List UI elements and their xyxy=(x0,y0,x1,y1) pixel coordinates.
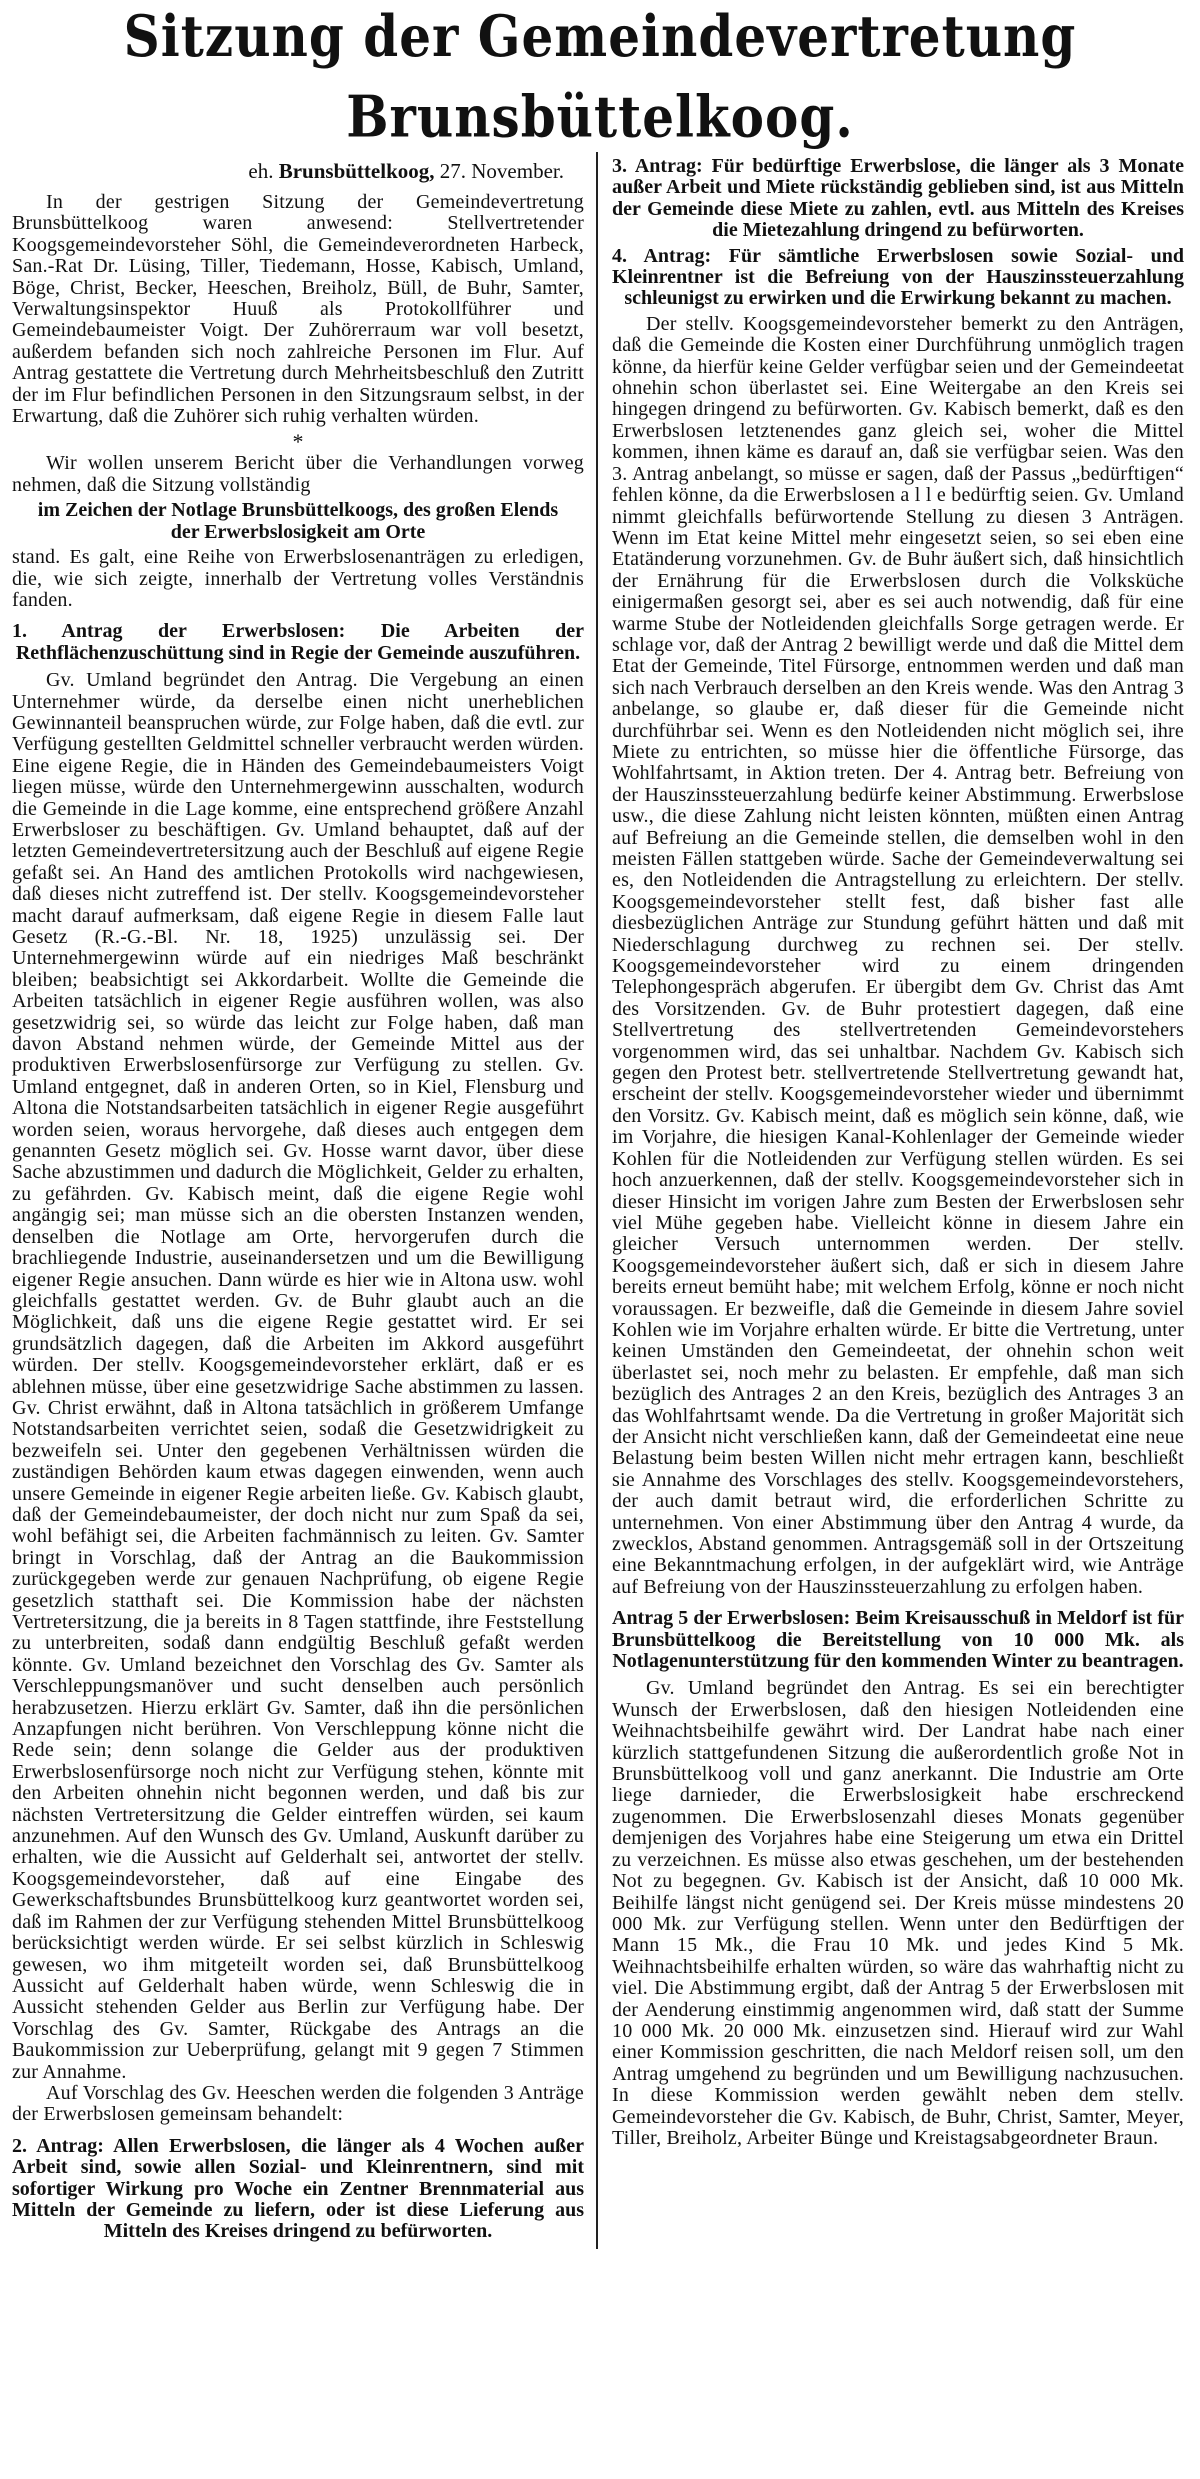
section-separator: * xyxy=(292,429,304,455)
highlighted-statement: im Zeichen der Notlage Brunsbüttelkoogs, des großen Elends der Erwerbslosigkeit am Orte xyxy=(37,499,559,543)
article-columns xyxy=(0,152,1200,2249)
motion-5-heading: Antrag 5 der Erwerbslosen: Beim Kreisausschuß in Meldorf ist für Brunsbüttelkoog die Bereitstellung von 10 000 Mk. als Notlagenunterstützung für den kommenden Winter zu beantragen. xyxy=(612,1607,1184,1673)
joint-motions-intro: Auf Vorschlag des Gv. Heeschen werden die folgenden 3 Anträge der Erwerbslosen gemeinsam behandelt: xyxy=(12,2081,584,2126)
motion-1-heading: 1. Antrag der Erwerbslosen: Die Arbeiten der Rethflächenzuschüttung sind in Regie der Gemeinde auszuführen. xyxy=(12,620,584,664)
left-column xyxy=(12,152,598,2249)
motions-2-4-debate: Der stellv. Koogsgemeindevorsteher bemerkt zu den Anträgen, daß die Gemeinde die Kosten einer Durchführung unmöglich tragen könne, da hierfür keine Gelder verfügbar seien und der Gemeindeetat ohnehin schon überlastet sei. Eine Weitergabe an den Kreis sei hingegen dringend zu befürworten. Gv. Kabisch bemerkt, daß es den Erwerbslosen letztenendes ganz gleich sei, woher die Mittel kommen, ihnen käme es darauf an, daß sie verfügbar seien. Was den 3. Antrag anbelangt, so müsse er sagen, daß der Passus „bedürftigen“ fehlen könne, da die Erwerbslosen a l l e bedürftig seien. Gv. Umland nimmt gleichfalls befürwortende Stellung zu diesen 3 Anträgen. Wenn im Etat keine Mittel mehr eingesetzt seien, so sei eben eine Etatänderung vorzunehmen. Gv. de Buhr äußert sich, daß hinsichtlich der Ernährung für die Erwerbslosen durch die Volksküche einigermaßen gesorgt sei, aber es sei auch notwendig, daß für eine warme Stube der Notleidenden gleichfalls Sorge getragen werde. Er schlage vor, daß der Antrag 2 bewilligt werde und daß die Mittel dem Etat der Gemeinde, Titel Fürsorge, entnommen werden und daß man sich nach Verbrauch derselben an den Kreis wende. Was den Antrag 3 anbelange, so glaube er, daß dieser für die Gemeinde nicht durchführbar sei. Wenn es den Notleidenden nicht möglich sei, ihre Miete zu entrichten, so müsse hier die öffentliche Fürsorge, das Wohlfahrtsamt, in Aktion treten. Der 4. Antrag betr. Befreiung von der Hauszinssteuerzahlung bedürfe keiner Abstimmung. Erwerbslose usw., die diese Zahlung nicht leisten könnten, müßten einen Antrag auf Befreiung an die Gemeinde stellen, die demselben wohl in den meisten Fällen stattgeben würde. Sache der Gemeindeverwaltung sei es, den Notleidenden die Antragstellung zu erleichtern. Der stellv. Koogsgemeindevorsteher stellt fest, daß bisher fast alle diesbezüglichen Anträge zur Stundung geführt hätten und daß mit Niederschlagung durchweg zu rechnen sei. Der stellv. Koogsgemeindevorsteher wird zu einem dringenden Telephongespräch abgerufen. Er übergibt dem Gv. Christ das Amt des Vorsitzenden. Gv. de Buhr protestiert dagegen, daß eine Stellvertretung des stellvertretenden Gemeindevorstehers vorgenommen wird, das sei unhaltbar. Nachdem Gv. Kabisch sich gegen den Protest betr. stellvertretende Stellvertretung gewandt hat, erscheint der stellv. Koogsgemeindevorsteher wieder und übernimmt den Vorsitz. Gv. Kabisch meint, daß es möglich sein könne, daß, wie im Vorjahre, die hiesigen Kanal-Kohlenlager der Gemeinde wieder Kohlen für die Notleidenden zur Verfügung stellen würden. Es sei hoch anzuerkennen, daß der stellv. Koogsgemeindevorsteher sich in dieser Hinsicht im vorigen Jahre zum Besten der Erwerbslosen sehr viel Mühe gegeben habe. Vielleicht könne in diesem Jahre ein gleicher Versuch unternommen werden. Der stellv. Koogsgemeindevorsteher äußert sich, daß er sich in diesem Jahre bereits erneut bemüht habe; mit welchem Erfolg, könne er noch nicht voraussagen. Er bezweifle, daß die Gemeinde in diesem Jahre soviel Kohlen wie im Vorjahre erhalten würde. Er bitte die Vertretung, unter keinen Umständen den Gemeindeetat, der ohnehin schon weit überlastet sei, noch mehr zu belasten. Er empfehle, daß man sich bezüglich des Antrages 2 an den Kreis, bezüglich des Antrages 3 an das Wohlfahrtsamt wende. Da die Vertretung in großer Majorität sich der Ansicht nicht verschließen kann, daß der Gemeindeetat eine neue Belastung beim besten Willen nicht mehr ertragen kann, beschließt sie Annahme des Vorschlages des stellv. Koogsgemeindevorstehers, der auch damit betraut wird, die erforderlichen Schritte zu unternehmen. Von einer Abstimmung über den Antrag 4 wurde, da zwecklos, Abstand genommen. Antragsgemäß soll in der Ortszeitung eine Bekanntmachung erfolgen, in der aufgeklärt wird, wie Anträge auf Befreiung von der Hauszinssteuerzahlung zu erfolgen haben. xyxy=(612,312,1184,1598)
attendance-paragraph: In der gestrigen Sitzung der Gemeindevertretung Brunsbüttelkoog waren anwesend: Stellvertretender Koogsgemeindevorsteher Söhl, die Gemeindeverordneten Harbeck, San.-Rat Dr. Lüsing, Tiller, Tiedemann, Hosse, Kabisch, Umland, Böge, Christ, Becker, Heeschen, Breiholz, Büll, de Buhr, Samter, Verwaltungsinspektor Huuß als Protokollführer und Gemeindebaumeister Voigt. Der Zuhörerraum war voll besetzt, außerdem befanden sich noch zahlreiche Personen im Flur. Auf Antrag gestattete die Vertretung durch Mehrheitsbeschluß den Zutritt der im Flur befindlichen Personen in den Sitzungsraum selbst, in der Erwartung, daß die Zuhörer sich ruhig verhalten würden. xyxy=(12,191,584,428)
motion-5-debate: Gv. Umland begründet den Antrag. Es sei ein berechtigter Wunsch der Erwerbslosen, daß den hiesigen Notleidenden eine Weihnachtsbeihilfe gewährt wird. Der Landrat habe nach einer kürzlich stattgefundenen Sitzung die außerordentlich große Not in Brunsbüttelkoog voll und ganz anerkannt. Die Industrie am Orte liege darnieder, die Erwerbslosigkeit habe erschreckend zugenommen. Die Erwerbslosenzahl dieses Monats gegenüber demjenigen des Vorjahres habe eine Steigerung um etwa ein Drittel zu verzeichnen. Es müsse also etwas geschehen, um der bestehenden Not zu begegnen. Gv. Kabisch ist der Ansicht, daß 10 000 Mk. Beihilfe längst nicht genügend sei. Der Kreis müsse mindestens 20 000 Mk. zur Verfügung stellen. Wenn unter den Bedürftigen der Mann 15 Mk., die Frau 10 Mk. und jedes Kind 5 Mk. Weihnachtsbeihilfe erhalten würden, so wäre das wahrhaftig nicht zu viel. Die Abstimmung ergibt, daß der Antrag 5 der Erwerbslosen mit der Aenderung einstimmig angenommen wird, daß statt der Summe 10 000 Mk. 20 000 Mk. einzusetzen sind. Hierauf wird zur Wahl einer Kommission geschritten, die nach Meldorf reisen soll, um den Antrag umgehend zu begründen und um Bewilligung nachzusuchen. In diese Kommission werden gewählt neben dem stellv. Gemeindevorsteher die Gv. Kabisch, de Buhr, Christ, Samter, Meyer, Tiller, Breiholz, Arbeiter Bünge und Kreistagsabgeordneter Braun. xyxy=(612,1677,1184,2149)
motion-2-heading: 2. Antrag: Allen Erwerbslosen, die länger als 4 Wochen außer Arbeit sind, sowie allen Sozial- und Kleinrentnern, sind mit sofortiger Wirkung pro Woche ein Zentner Brennmaterial aus Mitteln der Gemeinde zu liefern, oder ist diese Lieferung aus Mitteln des Kreises dringend zu befürworten. xyxy=(12,2134,584,2243)
lead-paragraph: Wir wollen unserem Bericht über die Verhandlungen vorweg nehmen, daß die Sitzung vollständig xyxy=(12,452,584,496)
motion-1-debate: Gv. Umland begründet den Antrag. Die Vergebung an einen Unternehmer würde, da derselbe einen nicht unerheblichen Gewinnanteil beanspruchen würde, zur Folge haben, daß die evtl. zur Verfügung gestellten Geldmittel schneller verbraucht werden würden. Eine eigene Regie, die in Händen des Gemeindebaumeisters Voigt liegen müsse, würde den Unternehmergewinn ausschalten, wodurch die Gemeinde in die Lage komme, eine entsprechend größere Anzahl Erwerbsloser zu beschäftigen. Gv. Umland behauptet, daß auf der letzten Gemeindevertretersitzung auch der Beschluß auf eigene Regie gefaßt sei. An Hand des amtlichen Protokolls wird nachgewiesen, daß dieses nicht zutreffend ist. Der stellv. Koogsgemeindevorsteher macht darauf aufmerksam, daß eigene Regie in diesem Falle laut Gesetz (R.-G.-Bl. Nr. 18, 1925) unzulässig sei. Der Unternehmergewinn würde auf ein niedriges Maß beschränkt bleiben; beabsichtigt sei Akkordarbeit. Wollte die Gemeinde die Arbeiten tatsächlich in eigener Regie ausführen wollen, was also gesetzwidrig sei, so würde das leicht zur Folge haben, daß man davon Abstand nehmen würde, der Gemeinde Mittel aus der produktiven Erwerbslosenfürsorge zur Verfügung zu stellen. Gv. Umland entgegnet, daß in anderen Orten, so in Kiel, Flensburg und Altona die Notstandsarbeiten tatsächlich in eigener Regie ausgeführt worden seien, woraus hervorgehe, daß dieses auch entgegen dem genannten Gesetz möglich sei. Gv. Hosse warnt davor, über diese Sache abzustimmen und dadurch die Möglichkeit, Gelder zu erhalten, zu gefährden. Gv. Kabisch meint, daß die eigene Regie wohl angängig sei; man müsse sich an die obersten Instanzen wenden, denselben die Notlage am Orte, hervorgerufen durch die brachliegende Industrie, auseinandersetzen und um die Bewilligung eigener Regie ansuchen. Dann würde es hier wie in Altona usw. wohl gleichfalls gestattet werden. Gv. de Buhr glaubt auch an die Möglichkeit, daß uns die eigene Regie gestattet wird. Er sei grundsätzlich dagegen, daß die Arbeiten im Akkord ausgeführt würden. Der stellv. Koogsgemeindevorsteher erklärt, daß er es ablehnen müsse, über eine gesetzwidrige Sache abstimmen zu lassen. Gv. Christ erwähnt, daß in Altona tatsächlich in größerem Umfange Notstandsarbeiten verrichtet seien, sodaß die Gesetzwidrigkeit zu bezweifeln sei. Unter den gegebenen Verhältnissen würden die zuständigen Behörden kaum etwas dagegen einwenden, wenn auch unsere Gemeinde in eigener Regie arbeiten ließe. Gv. Kabisch glaubt, daß der Gemeindebaumeister, der doch nicht nur zum Spaß da sei, wohl befähigt sei, die Arbeiten fachmännisch zu leiten. Gv. Samter bringt in Vorschlag, daß der Antrag an die Baukommission zurückgegeben werde zur genauen Nachprüfung, ob eigene Regie gesetzlich statthaft sei. Die Kommission habe der nächsten Vertretersitzung, die ja bereits in 8 Tagen stattfinde, ihre Feststellung zu unterbreiten, sodaß dann endgültig Beschluß gefaßt werden könnte. Gv. Umland bezeichnet den Vorschlag des Gv. Samter als Verschleppungsmanöver und sucht denselben auch persönlich herabzusetzen. Hierzu erklärt Gv. Samter, daß ihn die persönlichen Anzapfungen nicht berühren. Von Verschleppung könne nicht die Rede sein; denn solange die Gelder aus der produktiven Erwerbslosenfürsorge noch nicht zur Verfügung stehen, könnte mit den Arbeiten ohnehin nicht begonnen werden, und daß bis zur nächsten Vertretersitzung die Gelder eintreffen würden, sei kaum anzunehmen. Auf den Wunsch des Gv. Umland, Auskunft darüber zu erhalten, wie die Aussicht auf Gelderhalt sei, antwortet der stellv. Koogsgemeindevorsteher, daß auf eine Eingabe des Gewerkschaftsbundes Brunsbüttelkoog kurz geantwortet worden sei, daß im Rahmen der zur Verfügung stehenden Mittel Brunsbüttelkoog berücksichtigt werden würde. Er sei selbst kürzlich in Schleswig gewesen, wo ihm mitgeteilt worden sei, daß Brunsbüttelkoog Aussicht auf Gelderhalt haben würde, wenn Schleswig die in Aussicht stehenden Gelder aus Berlin zur Verfügung habe. Der Vorschlag des Gv. Samter, Rückgabe des Antrags an die Baukommission zur Ueberprüfung, gelangt mit 9 gegen 7 Stimmen zur Annahme. xyxy=(12,669,584,2083)
right-column xyxy=(598,152,1184,2249)
dateline-prefix: eh. xyxy=(248,159,274,183)
dateline xyxy=(12,156,564,186)
lead-paragraph-end: stand. Es galt, eine Reihe von Erwerbslosenanträgen zu erledigen, die, wie sich zeigte, innerhalb der Vertretung volles Verständnis fanden. xyxy=(12,546,584,611)
dateline-place: Brunsbüttelkoog, xyxy=(278,159,435,183)
article-headline: Sitzung der Gemeindevertretung Brunsbüttelkoog. xyxy=(123,1,1077,151)
dateline-date: 27. November. xyxy=(439,159,564,183)
motion-4-heading: 4. Antrag: Für sämtliche Erwerbslosen sowie Sozial- und Kleinrentner ist die Befreiung von der Hauszinssteuerzahlung schleunigst zu erwirken und die Erwirkung bekannt zu machen. xyxy=(612,244,1184,310)
motion-3-heading: 3. Antrag: Für bedürftige Erwerbslose, die länger als 3 Monate außer Arbeit und Miete rückständig geblieben sind, ist aus Mitteln der Gemeinde diese Miete zu zahlen, evtl. aus Mitteln des Kreises die Mietezahlung dringend zu befürworten. xyxy=(612,155,1184,242)
